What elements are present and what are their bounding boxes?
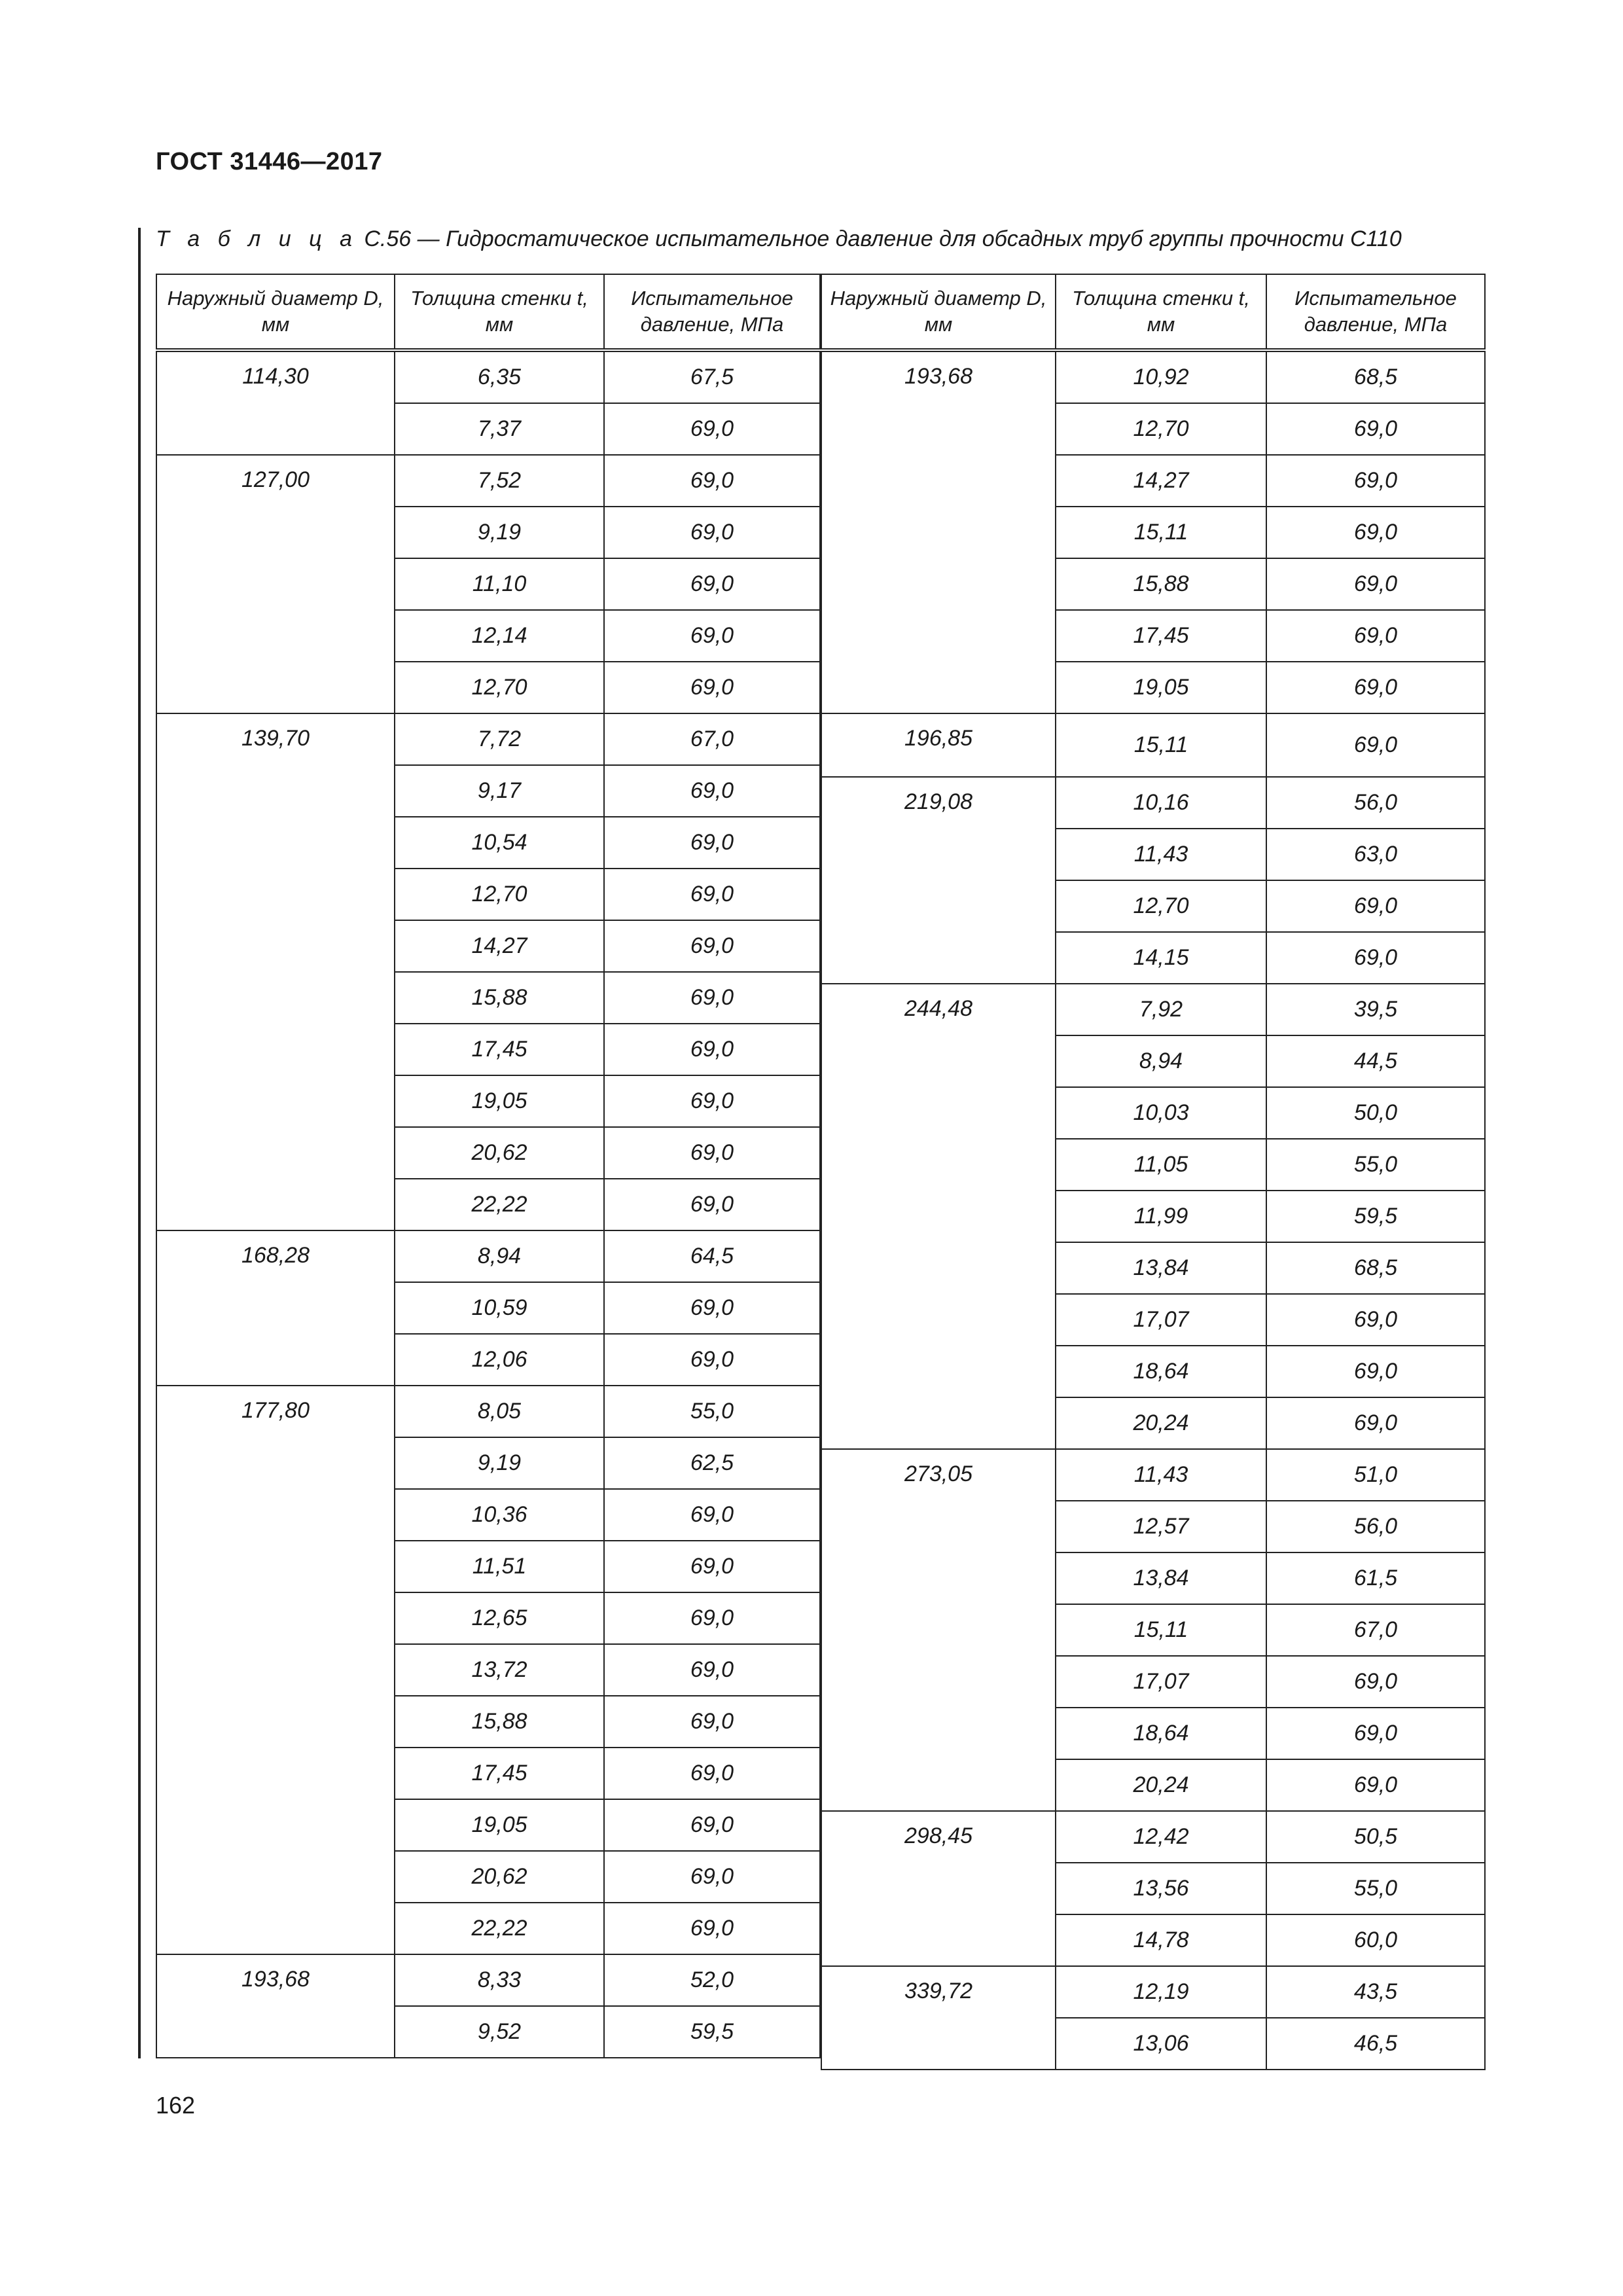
wall-thickness-cell: 13,06 — [1056, 2018, 1266, 2070]
test-pressure-cell: 67,0 — [604, 713, 820, 765]
wall-thickness-cell: 17,45 — [395, 1748, 604, 1799]
wall-thickness-cell: 15,88 — [395, 1696, 604, 1748]
test-pressure-cell: 61,5 — [1266, 1552, 1485, 1604]
wall-thickness-cell: 7,52 — [395, 455, 604, 507]
table-header-row — [821, 274, 1485, 350]
diameter-cell: 339,72 — [821, 1966, 1056, 2070]
wall-thickness-cell: 19,05 — [395, 1799, 604, 1851]
diameter-cell: 177,80 — [156, 1386, 395, 1954]
test-pressure-cell: 69,0 — [604, 662, 820, 713]
wall-thickness-cell: 11,43 — [1056, 1449, 1266, 1501]
caption-label: Т а б л и ц а — [156, 226, 358, 251]
wall-thickness-cell: 11,05 — [1056, 1139, 1266, 1191]
test-pressure-cell: 69,0 — [604, 1179, 820, 1230]
wall-thickness-cell: 10,16 — [1056, 777, 1266, 829]
test-pressure-cell: 69,0 — [604, 1075, 820, 1127]
wall-thickness-cell: 22,22 — [395, 1179, 604, 1230]
wall-thickness-cell: 8,94 — [1056, 1035, 1266, 1087]
table-row — [156, 455, 820, 507]
diameter-cell: 127,00 — [156, 455, 395, 713]
margin-rule — [138, 228, 141, 2058]
test-pressure-cell: 69,0 — [604, 817, 820, 869]
wall-thickness-cell: 10,36 — [395, 1489, 604, 1541]
wall-thickness-cell: 9,19 — [395, 1437, 604, 1489]
wall-thickness-cell: 17,45 — [395, 1024, 604, 1075]
test-pressure-cell: 69,0 — [604, 1799, 820, 1851]
test-pressure-cell: 43,5 — [1266, 1966, 1485, 2018]
table-row — [821, 1966, 1485, 2018]
diameter-cell: 193,68 — [156, 1954, 395, 2058]
wall-thickness-cell: 15,88 — [1056, 558, 1266, 610]
wall-thickness-cell: 14,27 — [1056, 455, 1266, 507]
caption-text: С.56 — Гидростатическое испытательное давление для обсадных труб группы прочности С110 — [357, 226, 1402, 251]
wall-thickness-cell: 17,07 — [1056, 1294, 1266, 1346]
test-pressure-cell: 59,5 — [604, 2006, 820, 2058]
test-pressure-cell: 69,0 — [604, 1489, 820, 1541]
test-pressure-cell: 64,5 — [604, 1230, 820, 1282]
wall-thickness-cell: 14,15 — [1056, 932, 1266, 984]
diameter-cell: 196,85 — [821, 713, 1056, 777]
test-pressure-cell: 69,0 — [1266, 558, 1485, 610]
test-pressure-cell: 69,0 — [604, 1592, 820, 1644]
wall-thickness-cell: 13,56 — [1056, 1863, 1266, 1914]
test-pressure-cell: 69,0 — [604, 1748, 820, 1799]
wall-thickness-cell: 11,51 — [395, 1541, 604, 1592]
wall-thickness-cell: 12,65 — [395, 1592, 604, 1644]
header-wall-thickness: Толщина стенки t, мм — [395, 274, 604, 350]
diameter-cell: 114,30 — [156, 350, 395, 455]
test-pressure-cell: 69,0 — [604, 1024, 820, 1075]
test-pressure-cell: 69,0 — [604, 507, 820, 558]
table-row — [156, 350, 820, 403]
wall-thickness-cell: 17,45 — [1056, 610, 1266, 662]
wall-thickness-cell: 18,64 — [1056, 1708, 1266, 1759]
wall-thickness-cell: 15,11 — [1056, 1604, 1266, 1656]
wall-thickness-cell: 13,84 — [1056, 1552, 1266, 1604]
test-pressure-cell: 68,5 — [1266, 350, 1485, 403]
table-body-left — [156, 350, 820, 2058]
test-pressure-cell: 69,0 — [1266, 1346, 1485, 1397]
wall-thickness-cell: 10,92 — [1056, 350, 1266, 403]
wall-thickness-cell: 12,14 — [395, 610, 604, 662]
table-row — [156, 1386, 820, 1437]
wall-thickness-cell: 20,62 — [395, 1127, 604, 1179]
test-pressure-cell: 69,0 — [1266, 1294, 1485, 1346]
test-pressure-cell: 69,0 — [604, 403, 820, 455]
header-test-pressure: Испытательное давление, МПа — [604, 274, 820, 350]
header-diameter: Наружный диаметр D, мм — [821, 274, 1056, 350]
test-pressure-cell: 51,0 — [1266, 1449, 1485, 1501]
diameter-cell: 139,70 — [156, 713, 395, 1230]
wall-thickness-cell: 12,19 — [1056, 1966, 1266, 2018]
wall-thickness-cell: 19,05 — [395, 1075, 604, 1127]
test-pressure-cell: 69,0 — [604, 765, 820, 817]
test-pressure-cell: 69,0 — [1266, 610, 1485, 662]
wall-thickness-cell: 10,59 — [395, 1282, 604, 1334]
wall-thickness-cell: 8,33 — [395, 1954, 604, 2006]
test-pressure-cell: 69,0 — [1266, 507, 1485, 558]
test-pressure-cell: 69,0 — [604, 1644, 820, 1696]
diameter-cell: 273,05 — [821, 1449, 1056, 1811]
test-pressure-cell: 68,5 — [1266, 1242, 1485, 1294]
test-pressure-cell: 69,0 — [604, 1282, 820, 1334]
test-pressure-cell: 69,0 — [604, 610, 820, 662]
test-pressure-cell: 52,0 — [604, 1954, 820, 2006]
page-number: 162 — [156, 2092, 196, 2119]
wall-thickness-cell: 6,35 — [395, 350, 604, 403]
wall-thickness-cell: 7,92 — [1056, 984, 1266, 1035]
header-diameter: Наружный диаметр D, мм — [156, 274, 395, 350]
test-pressure-cell: 56,0 — [1266, 1501, 1485, 1552]
test-pressure-cell: 69,0 — [604, 455, 820, 507]
test-pressure-cell: 55,0 — [1266, 1139, 1485, 1191]
test-pressure-cell: 69,0 — [1266, 932, 1485, 984]
wall-thickness-cell: 7,37 — [395, 403, 604, 455]
wall-thickness-cell: 20,62 — [395, 1851, 604, 1903]
wall-thickness-cell: 9,19 — [395, 507, 604, 558]
wall-thickness-cell: 7,72 — [395, 713, 604, 765]
test-pressure-cell: 69,0 — [604, 558, 820, 610]
diameter-cell: 168,28 — [156, 1230, 395, 1386]
wall-thickness-cell: 13,72 — [395, 1644, 604, 1696]
test-pressure-cell: 69,0 — [604, 1541, 820, 1592]
table-row — [821, 713, 1485, 777]
wall-thickness-cell: 14,27 — [395, 920, 604, 972]
table-body-right — [821, 350, 1485, 2070]
header-wall-thickness: Толщина стенки t, мм — [1056, 274, 1266, 350]
wall-thickness-cell: 12,42 — [1056, 1811, 1266, 1863]
wall-thickness-cell: 20,24 — [1056, 1397, 1266, 1449]
test-pressure-cell: 55,0 — [1266, 1863, 1485, 1914]
wall-thickness-cell: 12,70 — [395, 869, 604, 920]
wall-thickness-cell: 11,10 — [395, 558, 604, 610]
wall-thickness-cell: 10,54 — [395, 817, 604, 869]
test-pressure-cell: 67,5 — [604, 350, 820, 403]
diameter-cell: 219,08 — [821, 777, 1056, 984]
wall-thickness-cell: 19,05 — [1056, 662, 1266, 713]
wall-thickness-cell: 22,22 — [395, 1903, 604, 1954]
test-pressure-cell: 55,0 — [604, 1386, 820, 1437]
test-pressure-cell: 69,0 — [1266, 662, 1485, 713]
wall-thickness-cell: 14,78 — [1056, 1914, 1266, 1966]
test-pressure-cell: 69,0 — [604, 1127, 820, 1179]
wall-thickness-cell: 12,70 — [395, 662, 604, 713]
header-test-pressure: Испытательное давление, МПа — [1266, 274, 1485, 350]
table-row — [821, 777, 1485, 829]
wall-thickness-cell: 15,88 — [395, 972, 604, 1024]
wall-thickness-cell: 15,11 — [1056, 507, 1266, 558]
table-row — [156, 1230, 820, 1282]
diameter-cell: 244,48 — [821, 984, 1056, 1449]
wall-thickness-cell: 9,17 — [395, 765, 604, 817]
wall-thickness-cell: 20,24 — [1056, 1759, 1266, 1811]
table-row — [821, 1811, 1485, 1863]
test-pressure-cell: 69,0 — [1266, 1708, 1485, 1759]
test-pressure-cell: 59,5 — [1266, 1191, 1485, 1242]
document-title: ГОСТ 31446—2017 — [156, 148, 383, 175]
test-pressure-cell: 69,0 — [604, 1903, 820, 1954]
test-pressure-cell: 39,5 — [1266, 984, 1485, 1035]
wall-thickness-cell: 8,94 — [395, 1230, 604, 1282]
table-caption — [156, 226, 1402, 252]
wall-thickness-cell: 13,84 — [1056, 1242, 1266, 1294]
test-pressure-cell: 63,0 — [1266, 829, 1485, 880]
test-pressure-cell: 69,0 — [1266, 1759, 1485, 1811]
wall-thickness-cell: 10,03 — [1056, 1087, 1266, 1139]
test-pressure-cell: 67,0 — [1266, 1604, 1485, 1656]
test-pressure-cell: 69,0 — [604, 1334, 820, 1386]
wall-thickness-cell: 12,06 — [395, 1334, 604, 1386]
wall-thickness-cell: 12,70 — [1056, 880, 1266, 932]
wall-thickness-cell: 12,70 — [1056, 403, 1266, 455]
test-pressure-cell: 50,0 — [1266, 1087, 1485, 1139]
diameter-cell: 298,45 — [821, 1811, 1056, 1966]
wall-thickness-cell: 8,05 — [395, 1386, 604, 1437]
wall-thickness-cell: 15,11 — [1056, 713, 1266, 777]
table-header-row — [156, 274, 820, 350]
wall-thickness-cell: 9,52 — [395, 2006, 604, 2058]
wall-thickness-cell: 18,64 — [1056, 1346, 1266, 1397]
table-row — [821, 1449, 1485, 1501]
test-pressure-cell: 69,0 — [1266, 713, 1485, 777]
test-pressure-cell: 62,5 — [604, 1437, 820, 1489]
test-pressure-cell: 44,5 — [1266, 1035, 1485, 1087]
test-pressure-cell: 69,0 — [1266, 1656, 1485, 1708]
test-pressure-cell: 69,0 — [604, 1696, 820, 1748]
wall-thickness-cell: 12,57 — [1056, 1501, 1266, 1552]
test-pressure-cell: 50,5 — [1266, 1811, 1485, 1863]
test-pressure-cell: 60,0 — [1266, 1914, 1485, 1966]
wall-thickness-cell: 17,07 — [1056, 1656, 1266, 1708]
test-pressure-cell: 69,0 — [1266, 403, 1485, 455]
table-row — [156, 1954, 820, 2006]
wall-thickness-cell: 11,99 — [1056, 1191, 1266, 1242]
test-pressure-cell: 69,0 — [1266, 1397, 1485, 1449]
test-pressure-cell: 69,0 — [604, 1851, 820, 1903]
test-pressure-cell: 69,0 — [1266, 455, 1485, 507]
wall-thickness-cell: 11,43 — [1056, 829, 1266, 880]
test-pressure-cell: 69,0 — [1266, 880, 1485, 932]
test-pressure-cell: 56,0 — [1266, 777, 1485, 829]
diameter-cell: 193,68 — [821, 350, 1056, 713]
test-pressure-cell: 46,5 — [1266, 2018, 1485, 2070]
table-row — [821, 984, 1485, 1035]
test-pressure-cell: 69,0 — [604, 920, 820, 972]
test-pressure-cell: 69,0 — [604, 972, 820, 1024]
pressure-table-right — [821, 274, 1486, 2070]
table-row — [821, 350, 1485, 403]
table-row — [156, 713, 820, 765]
test-pressure-cell: 69,0 — [604, 869, 820, 920]
pressure-table-left — [156, 274, 821, 2058]
